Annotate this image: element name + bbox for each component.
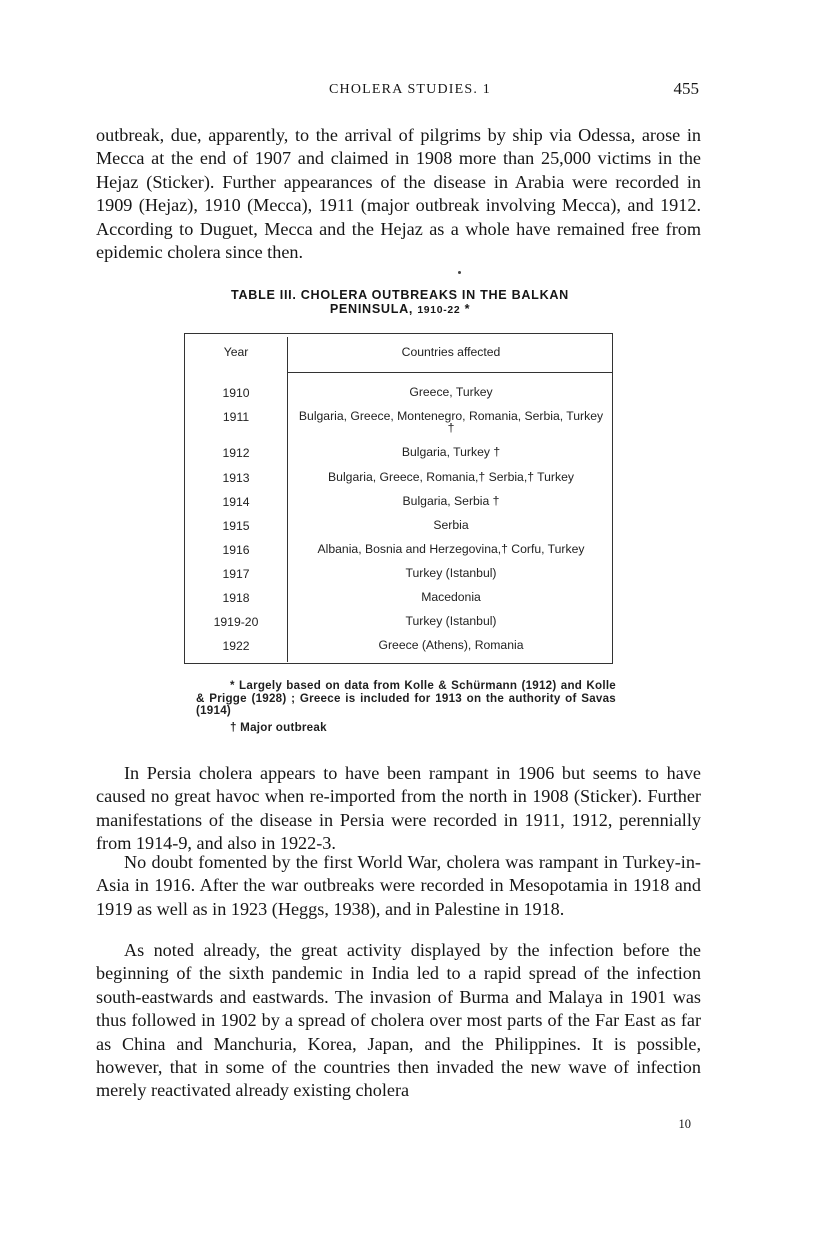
- table-caption-line2: PENINSULA,: [329, 302, 414, 316]
- cell-countries: Bulgaria, Greece, Montenegro, Romania, Serbia, Turkey †: [298, 409, 604, 435]
- table-caption-line1: TABLE III. CHOLERA OUTBREAKS IN THE BALKAN: [231, 288, 569, 302]
- cell-year: 1910: [222, 386, 250, 400]
- column-header-year: Year: [223, 345, 249, 359]
- cell-countries: Macedonia: [421, 590, 481, 604]
- cell-year: 1919-20: [213, 615, 259, 629]
- outbreaks-table: [184, 333, 613, 664]
- cell-year: 1911: [222, 410, 250, 424]
- running-title: CHOLERA STUDIES. 1: [329, 82, 491, 97]
- cell-year: 1922: [222, 639, 250, 653]
- cell-countries: Bulgaria, Turkey †: [401, 445, 501, 459]
- page-number: 455: [673, 79, 699, 98]
- signature-mark: 10: [678, 1117, 691, 1131]
- paragraph-persia: In Persia cholera appears to have been rampant in 1906 but seems to have caused no great havoc when re-imported from the north in 1908 (Sticker). Further manifestations of the disease in Persia were recorded in 1911, 1912, perennially from 1914-9, and also in 1922-3.: [96, 763, 701, 854]
- cell-countries: Greece (Athens), Romania: [378, 638, 524, 652]
- column-header-countries: Countries affected: [401, 345, 501, 359]
- cell-countries: Serbia: [433, 518, 469, 532]
- footnote-major-outbreak: † Major outbreak: [230, 720, 327, 734]
- table-caption-years: 1910-22: [417, 305, 461, 316]
- cell-year: 1913: [222, 471, 250, 485]
- cell-countries: Bulgaria, Serbia †: [402, 494, 500, 508]
- cell-countries: Albania, Bosnia and Herzegovina,† Corfu, Turkey: [317, 542, 585, 556]
- cell-countries: Greece, Turkey: [409, 385, 493, 399]
- cell-countries: Bulgaria, Greece, Romania,† Serbia,† Turkey: [328, 470, 574, 484]
- cell-year: 1915: [222, 519, 250, 533]
- stray-print-mark: [458, 271, 461, 274]
- cell-year: 1914: [222, 495, 250, 509]
- table-caption: [190, 288, 610, 318]
- paragraph-far-east: As noted already, the great activity displayed by the infection before the beginning of the sixth pandemic in India led to a rapid spread of the infection south-eastwards and eastwards. The invasion of Burma and Malaya in 1901 was thus followed in 1902 by a spread of cholera over most parts of the Far East as far as China and Manchuria, Korea, Japan, and the Philippines. It is possible, however, that in some of the countries then invaded the new wave of infection merely reactivated already existing cholera: [96, 940, 701, 1101]
- table-footnotes: [196, 680, 616, 734]
- cell-year: 1912: [222, 446, 250, 460]
- cell-year: 1916: [222, 543, 250, 557]
- cell-year: 1917: [222, 567, 250, 581]
- cell-countries: Turkey (Istanbul): [405, 566, 497, 580]
- paragraph-turkey-in-asia: No doubt fomented by the first World War, cholera was rampant in Turkey-in-Asia in 1916. After the war outbreaks were recorded in Mesopotamia in 1918 and 1919 as well as in 1923 (Heggs, 1938), and in Palestine in 1918.: [96, 852, 701, 919]
- header-rule: [287, 372, 612, 373]
- table-caption-mark: *: [464, 302, 471, 316]
- footnote-sources: * Largely based on data from Kolle & Schürmann (1912) and Kolle & Prigge (1928) ; Greece is included for 1913 on the authority of Savas (1914): [196, 679, 616, 718]
- cell-countries: Turkey (Istanbul): [405, 614, 497, 628]
- paragraph-arabia: outbreak, due, apparently, to the arrival of pilgrims by ship via Odessa, arose in Mecca at the end of 1907 and claimed in 1908 more than 25,000 victims in the Hejaz (Sticker). Further appearances of the disease in Arabia were recorded in 1909 (Hejaz), 1910 (Mecca), 1911 (major outbreak involving Mecca), and 1912. According to Duguet, Mecca and the Hejaz as a whole have remained free from epidemic cholera since then.: [96, 125, 701, 263]
- cell-year: 1918: [222, 591, 250, 605]
